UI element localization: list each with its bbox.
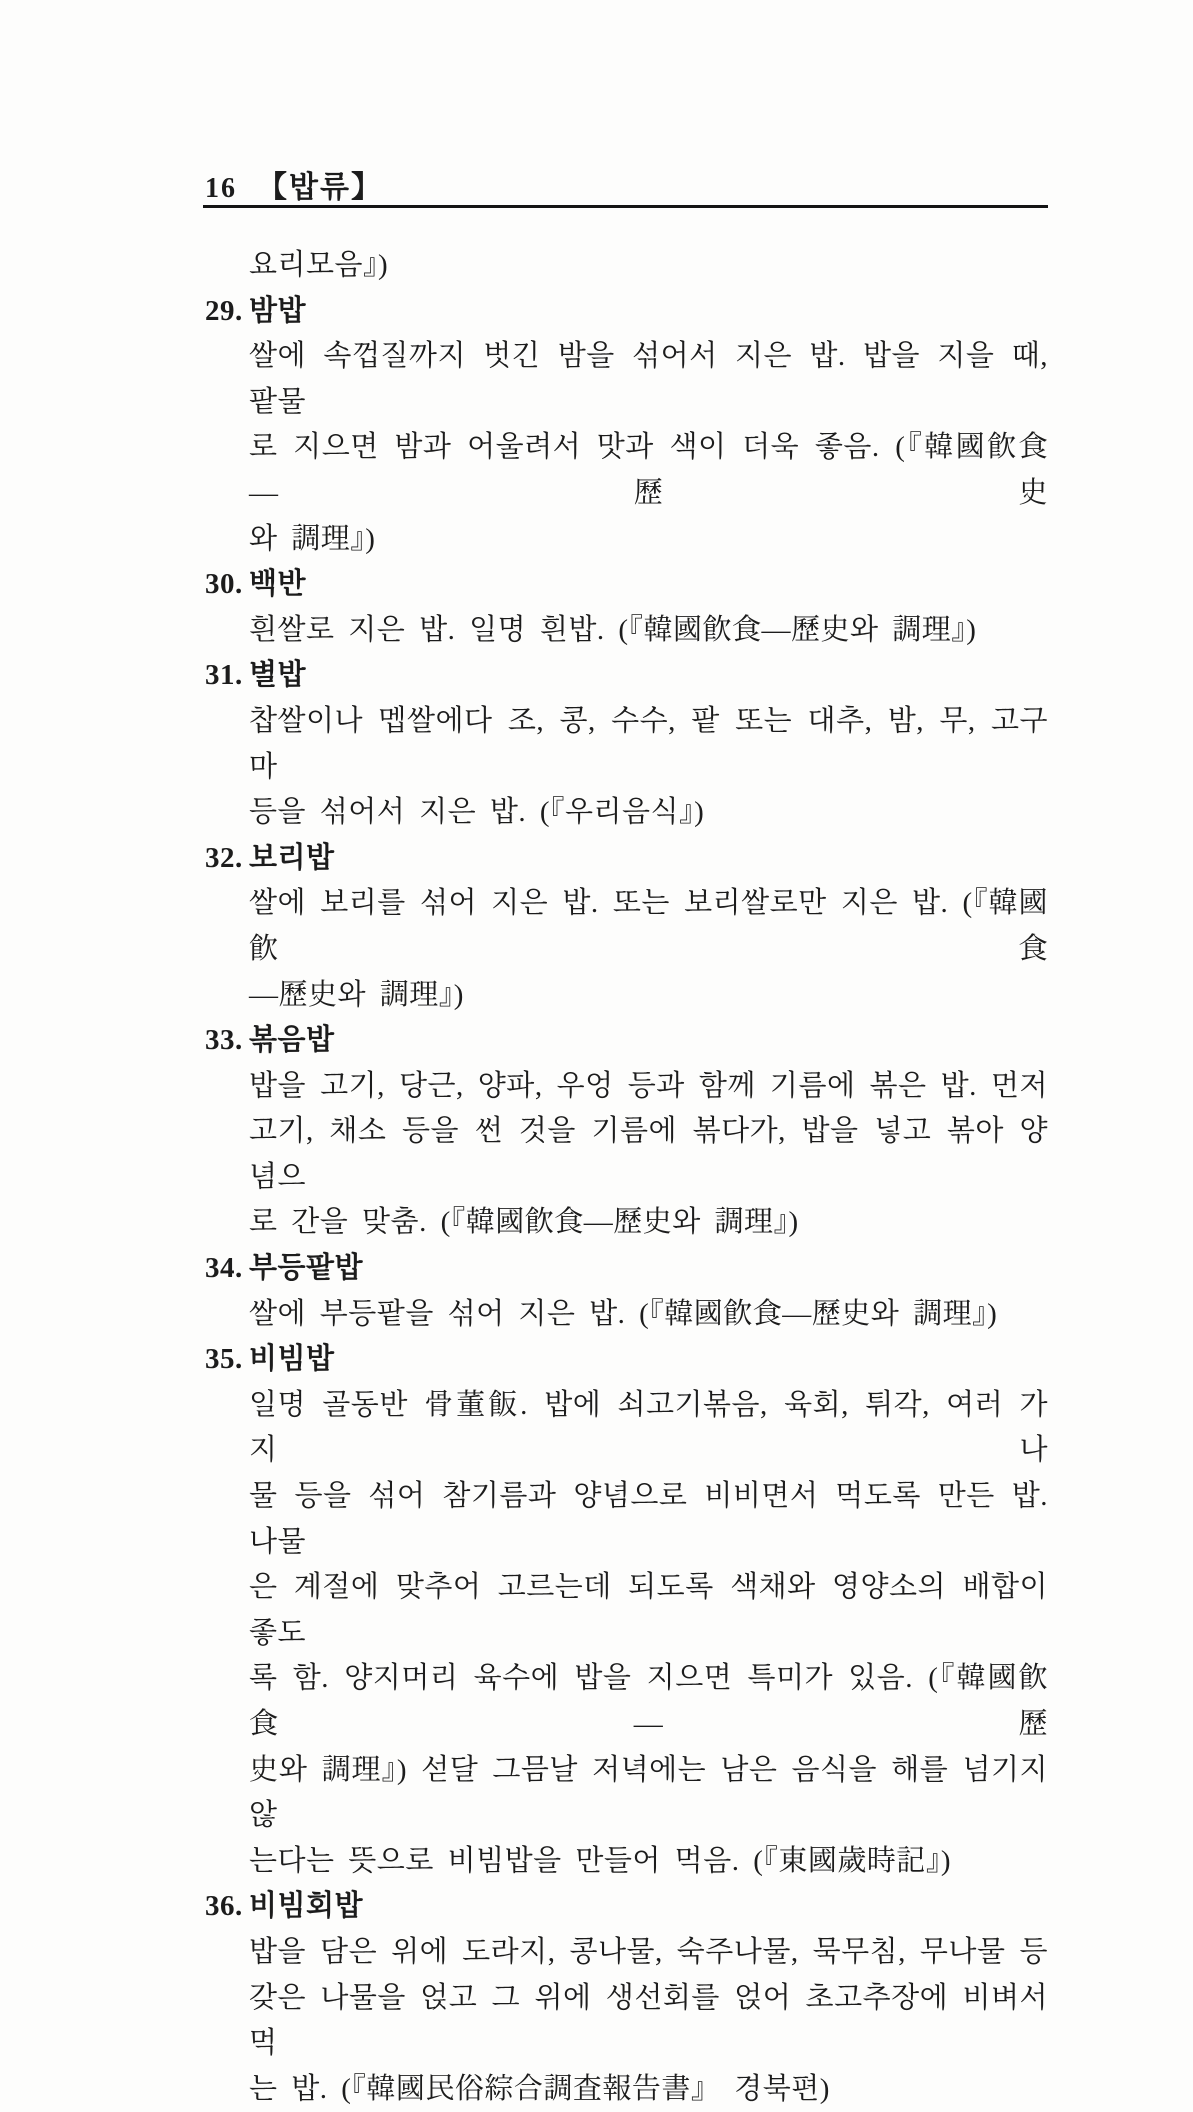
entry-title: 비빔밥 — [249, 1343, 335, 1376]
entry-number: 33. — [205, 1024, 243, 1057]
entry-text-line: 은 계절에 맞추어 고르는데 되도록 색채와 영양소의 배합이 좋도 — [249, 1571, 1048, 1649]
entry-title: 부등팥밥 — [249, 1252, 364, 1285]
entry-text-line: 쌀에 보리를 섞어 지은 밥. 또는 보리쌀로만 지은 밥. (『韓國飮食 — [249, 887, 1048, 965]
entry-text-line: 록 함. 양지머리 육수에 밥을 지으면 특미가 있음. (『韓國飮食—歷 — [249, 1662, 1048, 1740]
entry-title: 비빔회밥 — [249, 1890, 364, 1923]
entry-heading — [205, 836, 1048, 882]
entry-heading — [205, 1884, 1048, 1930]
entry-text-line: 쌀에 부등팥을 섞어 지은 밥. (『韓國飮食—歷史와 調理』) — [249, 1297, 998, 1330]
entry-list — [205, 289, 1048, 2112]
entry-text-line: 와 調理』) — [249, 522, 376, 555]
entry-number: 30. — [205, 568, 243, 601]
entry-text-line: 밥을 고기, 당근, 양파, 우엉 등과 함께 기름에 볶은 밥. 먼저 — [249, 1069, 1048, 1102]
entry-text-line: 물 등을 섞어 참기름과 양념으로 비비면서 먹도록 만든 밥. 나물 — [249, 1480, 1048, 1558]
entry-number: 31. — [205, 659, 243, 692]
entry-text-line: —歷史와 調理』) — [249, 978, 464, 1011]
header-rule — [203, 205, 1048, 208]
entry-text-line: 는 밥. (『韓國民俗綜合調査報告書』 경북편) — [249, 2072, 830, 2105]
entry-text-line: 로 지으면 밤과 어울려서 맛과 색이 더욱 좋음. (『韓國飮食—歷史 — [249, 431, 1048, 509]
entry-title: 별밥 — [249, 659, 307, 692]
entry-text-line: 밥을 담은 위에 도라지, 콩나물, 숙주나물, 묵무침, 무나물 등 — [249, 1935, 1048, 1968]
entry-number: 29. — [205, 294, 243, 327]
entry-text-line: 갖은 나물을 얹고 그 위에 생선회를 얹어 초고추장에 비벼서 먹 — [249, 1981, 1048, 2060]
entry-title: 볶음밥 — [249, 1024, 335, 1057]
entry-number: 34. — [205, 1252, 243, 1285]
entry-title: 밤밥 — [249, 294, 307, 327]
entry-text-line: 일명 골동반 骨董飯. 밥에 쇠고기볶음, 육회, 튀각, 여러 가지 나 — [249, 1388, 1048, 1467]
entry-title: 백반 — [249, 568, 307, 601]
page-header — [205, 162, 1048, 206]
entry-text-line: 흰쌀로 지은 밥. 일명 흰밥. (『韓國飮食—歷史와 調理』) — [249, 613, 977, 646]
entry-text-line: 쌀에 속껍질까지 벗긴 밤을 섞어서 지은 밥. 밥을 지을 때, 팥물 — [249, 340, 1048, 418]
continuation-line: 요리모음』) — [249, 249, 389, 281]
entry-title: 보리밥 — [249, 841, 335, 874]
entry-heading — [205, 562, 1048, 608]
entry-text-line: 로 간을 맞춤. (『韓國飮食—歷史와 調理』) — [249, 1206, 799, 1239]
entry-heading — [205, 653, 1048, 699]
entry-heading — [205, 1246, 1048, 1292]
entry-text-line: 史와 調理』) 섣달 그믐날 저녁에는 남은 음식을 해를 넘기지 않 — [249, 1753, 1048, 1832]
entry-number: 35. — [205, 1343, 243, 1376]
entry-text-line: 찹쌀이나 멥쌀에다 조, 콩, 수수, 팥 또는 대추, 밤, 무, 고구마 — [249, 704, 1048, 783]
entry-heading — [205, 1337, 1048, 1383]
entry-heading — [205, 1018, 1048, 1064]
entry-text-line: 는다는 뜻으로 비빔밥을 만들어 먹음. (『東國歲時記』) — [249, 1844, 952, 1877]
page-number: 16 — [205, 173, 237, 204]
entry-number: 36. — [205, 1890, 243, 1923]
page-content — [205, 243, 1048, 2112]
entry-text-line: 등을 섞어서 지은 밥. (『우리음식』) — [249, 796, 705, 829]
entry-text-line: 고기, 채소 등을 썬 것을 기름에 볶다가, 밥을 넣고 볶아 양념으 — [249, 1115, 1048, 1193]
entry-heading — [205, 289, 1048, 335]
entry-number: 32. — [205, 841, 243, 874]
section-title: 【밥류】 — [257, 171, 383, 204]
